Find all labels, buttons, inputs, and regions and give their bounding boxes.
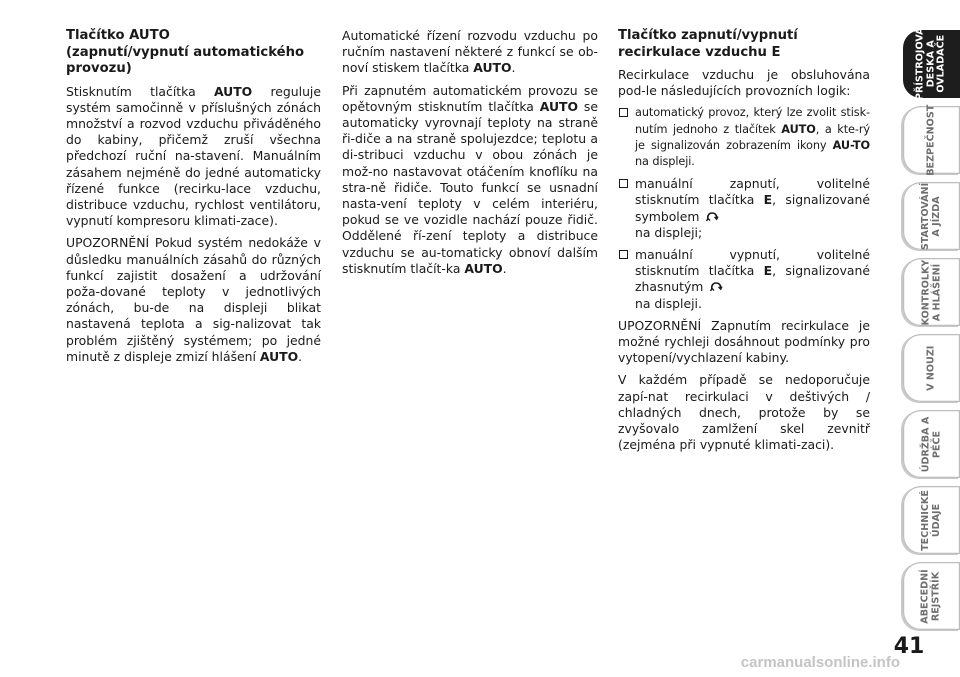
list-item-text bbox=[635, 247, 870, 312]
tab-label: PŘÍSTROJOVÁ DESKA A OVLADAČE bbox=[914, 27, 947, 101]
list-item-text bbox=[635, 105, 870, 170]
tab-label: ÚDRŽBA A PÉČE bbox=[919, 416, 942, 472]
auto-keyword: AUTO bbox=[464, 260, 503, 276]
column-right bbox=[618, 28, 870, 459]
checkbox-bullet-icon bbox=[619, 179, 628, 188]
section-heading-recirculation bbox=[618, 28, 870, 61]
text: . bbox=[502, 260, 507, 276]
tab-label: STARTOVÁNÍ A JÍZDA bbox=[920, 182, 942, 250]
text: na displeji. bbox=[635, 155, 695, 169]
page-number: 41 bbox=[893, 634, 925, 659]
auto-keyword: AU-TO bbox=[832, 138, 870, 152]
text: automatický provoz, který lze zvolit stisk-nutím jednoho z tlačítek bbox=[635, 106, 870, 136]
auto-keyword: AUTO bbox=[781, 122, 816, 136]
auto-keyword: AUTO bbox=[213, 83, 253, 99]
tab-label: BEZPEČNOST bbox=[925, 104, 937, 176]
text: manuální zapnutí, volitelné stisknutím tlačítka bbox=[635, 176, 870, 208]
text: Při zapnutém automatickém provozu se opětovným stisknutím tlačítka bbox=[342, 82, 598, 114]
text: . bbox=[298, 348, 303, 364]
list-item bbox=[618, 105, 870, 170]
recirculation-icon bbox=[709, 280, 723, 294]
text: reguluje systém samočinně v příslušných zónách množství a rozvod vzduchu přiváděného do kabiny, přičemž zruší všechna předchozí ruční na-stavení. Manuálním zásahem nejméně do jedné automaticky řízené funkce (recirku-lace vzduchu, distribuce vzduchu, rychlost ventilátoru, vypnutí kompresoru klimati-zace). bbox=[66, 83, 321, 229]
checkbox-bullet-icon bbox=[619, 108, 628, 117]
list-item bbox=[618, 176, 870, 241]
heading-line: Tlačítko AUTO bbox=[66, 28, 170, 43]
text: UPOZORNĚNÍ Pokud systém nedokáže v důsledku manuálních zásahů do různých funkcí zajistit dosažení a udržování poža-dované teploty v jednotlivých zónách, bu-de na displeji blikat nastavená teplota a sig-nalizovat tak problém zjištěný systémem; po jedné minutě z displeje zmizí hlášení bbox=[66, 235, 321, 364]
column-left bbox=[66, 28, 321, 371]
text: manuální vypnutí, volitelné stisknutím tlačítka bbox=[635, 247, 870, 279]
recirculation-icon bbox=[705, 210, 719, 224]
chapter-tabs bbox=[897, 0, 960, 677]
tab-label: KONTROLKY A HLÁŠENÍ bbox=[920, 259, 942, 325]
paragraph-auto-description bbox=[66, 84, 321, 230]
tab-label: ABECEDNÍ REJSTŘÍK bbox=[919, 568, 942, 624]
text: Stisknutím tlačítka bbox=[66, 83, 214, 99]
tab-label: TECHNICKÉ ÚDAJE bbox=[920, 489, 942, 551]
tab-bezpecnost[interactable] bbox=[897, 102, 960, 178]
tab-technicke-udaje[interactable] bbox=[897, 482, 960, 558]
text: , signalizované symbolem bbox=[635, 192, 870, 224]
column-middle bbox=[342, 28, 598, 283]
paragraph-intro: Recirkulace vzduchu je obsluhována pod-le následujících provozních logik: bbox=[618, 67, 870, 99]
paragraph-recommendation: V každém případě se nedoporučuje zapí-nat recirkulaci v deštivých / chladných dnech, protože by se zvyšovalo zamlžení skel zevnitř (zejména při vypnuté klimati-zaci). bbox=[618, 372, 870, 453]
text: . bbox=[511, 60, 516, 76]
text: se automaticky vyrovnají teploty na straně ři-diče a na straně spolujezdce; teplotu a di-stribuci vzduchu v obou zónách je mož-no nastavovat otáčením knoflíku na stra-ně řidiče. Touto funkcí se usnadní nasta-vení teploty v celém interiéru, pokud se ve vozidle nachází pouze řidič. Oddělené ří-zení teploty a distribuce vzduchu se au-tomaticky obnoví dalším stisknutím tlačít-ka bbox=[342, 98, 598, 276]
tab-udrzba[interactable] bbox=[897, 406, 960, 482]
paragraph-equalize bbox=[342, 83, 598, 277]
section-heading-auto bbox=[66, 28, 321, 78]
tab-v-nouzi[interactable] bbox=[897, 330, 960, 406]
heading-line: recirkulace vzduchu E bbox=[618, 44, 781, 60]
button-letter: E bbox=[763, 263, 773, 279]
list-item bbox=[618, 247, 870, 312]
auto-keyword: AUTO bbox=[259, 348, 299, 364]
text: , signalizované zhasnutým bbox=[635, 263, 870, 295]
tab-startovani[interactable] bbox=[897, 178, 960, 254]
tab-label: V NOUZI bbox=[925, 345, 937, 391]
text: Automatické řízení rozvodu vzduchu po ručním nastavení některé z funkcí se ob-noví stiskem tlačítka bbox=[342, 28, 598, 76]
paragraph-restore bbox=[342, 28, 598, 77]
list-item-text bbox=[635, 176, 870, 241]
paragraph-warning bbox=[66, 235, 321, 365]
tab-kontrolky[interactable] bbox=[897, 254, 960, 330]
auto-keyword: AUTO bbox=[539, 98, 579, 114]
checkbox-bullet-icon bbox=[619, 250, 628, 259]
heading-line: Tlačítko zapnutí/vypnutí bbox=[618, 28, 798, 43]
tab-pristrojova-deska[interactable] bbox=[897, 26, 960, 102]
text: na displeji. bbox=[635, 295, 702, 311]
button-letter: E bbox=[763, 192, 773, 208]
heading-line: (zapnutí/vypnutí automatického provozu) bbox=[66, 44, 305, 76]
watermark: carmanualsonline.info bbox=[740, 654, 900, 671]
auto-keyword: AUTO bbox=[473, 60, 512, 76]
paragraph-warning: UPOZORNĚNÍ Zapnutím recirkulace je možné rychleji dosáhnout podmínky pro vytopení/vychlazení kabiny. bbox=[618, 317, 870, 366]
tab-abecedni-rejstrik[interactable] bbox=[897, 558, 960, 634]
text: , a kte-rý je signalizován zobrazením ikony bbox=[635, 122, 870, 152]
text: na displeji; bbox=[635, 224, 703, 240]
